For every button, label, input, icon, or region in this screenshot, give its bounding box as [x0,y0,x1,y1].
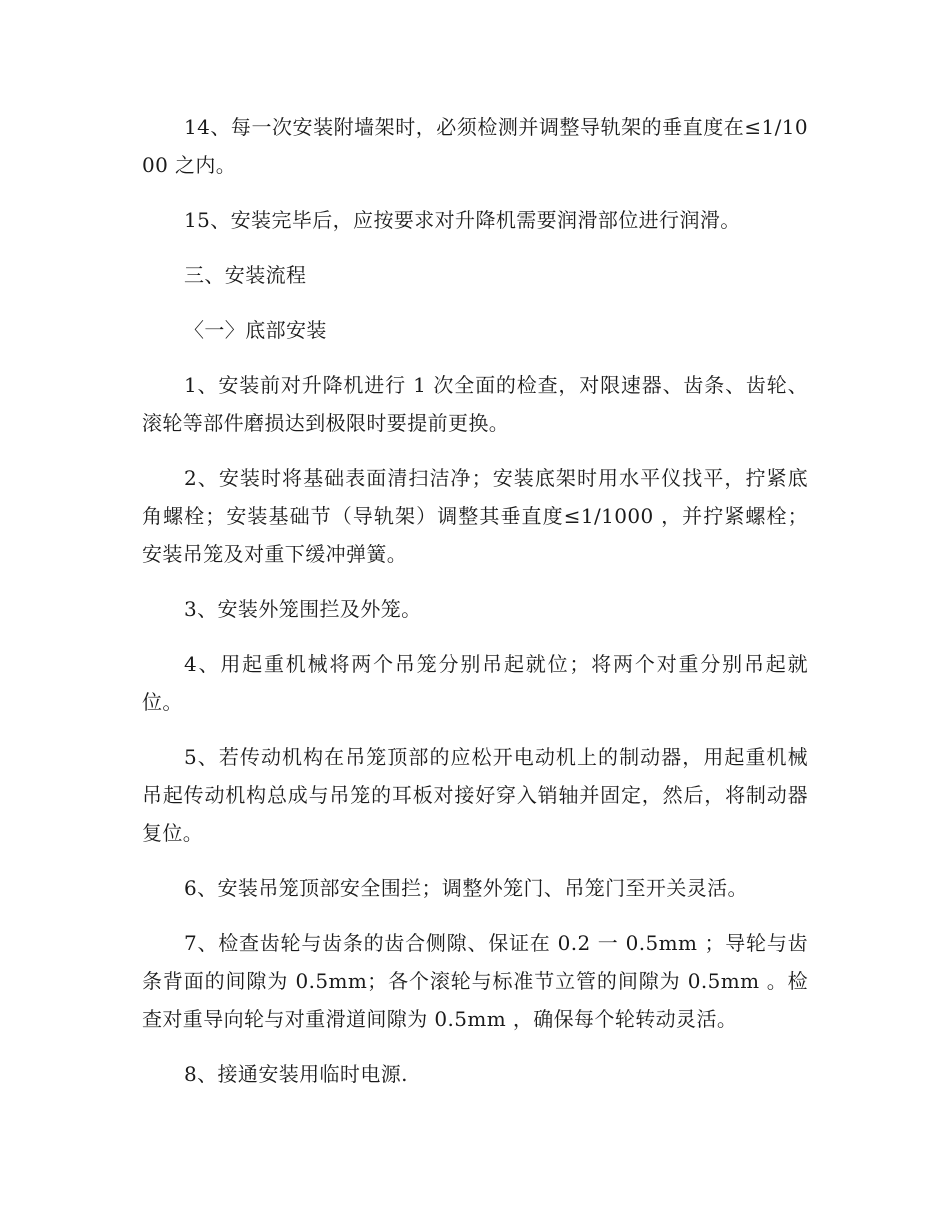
paragraph-step-2: 2、安装时将基础表面清扫洁净；安装底架时用水平仪找平，拧紧底角螺栓；安装基础节（导轨架）调整其垂直度≤1/1000 ，并拧紧螺栓；安装吊笼及对重下缓冲弹簧。 [142,466,808,566]
paragraph-step-8: 8、接通安装用临时电源. [184,1062,408,1086]
paragraph-step-3: 3、安装外笼围拦及外笼。 [184,597,422,621]
paragraph-step-4: 4、用起重机械将两个吊笼分别吊起就位；将两个对重分别吊起就位。 [142,652,808,714]
section-heading-installation-process: 三、安装流程 [184,263,307,287]
paragraph-step-6: 6、安装吊笼顶部安全围拦；调整外笼门、吊笼门至开关灵活。 [184,876,748,900]
paragraph-item-14: 14、每一次安装附墙架时，必须检测并调整导轨架的垂直度在≤1/1000 之内。 [142,115,808,177]
subsection-heading-bottom-installation: 〈一〉底部安装 [184,318,327,342]
paragraph-step-1: 1、安装前对升降机进行 1 次全面的检查，对限速器、齿条、齿轮、滚轮等部件磨损达到极限时要提前更换。 [142,373,808,435]
document-body [142,108,808,1110]
paragraph-step-7: 7、检查齿轮与齿条的齿合侧隙、保证在 0.2 一 0.5mm ；导轮与齿条背面的间隙为 0.5mm；各个滚轮与标准节立管的间隙为 0.5mm 。检查对重导向轮与对重滑道间隙为 0.5mm ，确保每个轮转动灵活。 [142,931,808,1031]
paragraph-item-15: 15、安装完毕后，应按要求对升降机需要润滑部位进行润滑。 [184,208,741,232]
paragraph-step-5: 5、若传动机构在吊笼顶部的应松开电动机上的制动器，用起重机械吊起传动机构总成与吊笼的耳板对接好穿入销轴并固定，然后，将制动器复位。 [142,745,808,845]
